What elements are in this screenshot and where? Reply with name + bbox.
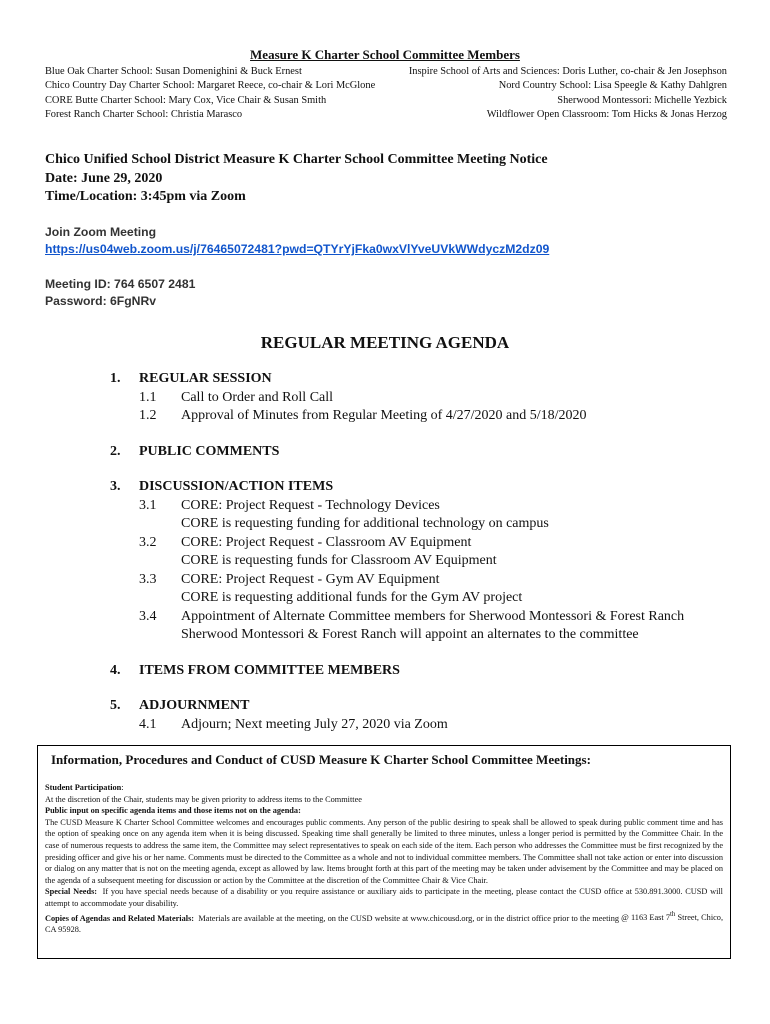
item-line: Appointment of Alternate Committee members for Sherwood Montessori & Forest Ranch: [181, 608, 685, 624]
members-row: [45, 79, 727, 93]
copies-text: Materials are available at the meeting, on the CUSD website at www.chicousd.org, or in the district office prior to the meeting: [198, 913, 619, 923]
special-needs-paragraph: [45, 886, 723, 909]
student-participation-paragraph: Student Participation:: [45, 783, 124, 792]
item-line: Sherwood Montessori & Forest Ranch will appoint an alternates to the committee: [181, 627, 639, 642]
item-line: CORE is requesting additional funds for the Gym AV project: [181, 590, 523, 605]
agenda-section: [110, 662, 730, 681]
item-line: CORE is requesting funds for Classroom AV Equipment: [181, 553, 497, 568]
section-title: ITEMS FROM COMMITTEE MEMBERS: [139, 662, 400, 678]
student-participation-label: Student Participation: [45, 783, 122, 792]
item-number: 1.1: [139, 389, 157, 405]
procedures-title: Information, Procedures and Conduct of CUSD Measure K Charter School Committee Meetings:: [51, 752, 591, 767]
item-text: [181, 497, 730, 534]
section-title: DISCUSSION/ACTION ITEMS: [139, 479, 334, 494]
copies-paragraph: [45, 910, 723, 936]
members-row: [45, 108, 727, 122]
item-line: CORE: Project Request - Gym AV Equipment: [181, 571, 440, 587]
address-text: @ 1163 East 7: [621, 913, 671, 923]
section-number: 5.: [110, 698, 121, 713]
agenda-section: [110, 697, 730, 734]
item-number: 4.1: [139, 716, 157, 732]
member-school-right: Inspire School of Arts and Sciences: Doris Luther, co-chair & Jen Josephson: [408, 66, 727, 77]
public-input-text: The CUSD Measure K Charter School Committee welcomes and encourages public comments. Any person of the public desiring to speak shall be allowed to speak during public comment time and has the option of speaking once on any agenda item when it is being discussed. Speaking time shall generally be limited to three minutes, unless a longer period is permitted by the Committee Chair. In the case of numerous requests to address the same item, the Committee may select representatives to speak on each side of the item. Each person who addresses the Committee must be first recognized by the presiding officer and give his or her name. Comments must be directed to the Committee as a whole and not to individual committee members. The Committee shall not take action or enter into discussion or dialog on any matter that is not on the meeting agenda, except as allowed by law. Items brought forth at this part of the meeting may be taken under advisement by the Committee and may be placed on the agenda of a subsequent meeting for discussion or action by the Committee at the discretion of the Committee Chair & Vice Chair.: [45, 817, 723, 885]
item-line: CORE is requesting funding for additional technology on campus: [181, 516, 549, 531]
item-line: Approval of Minutes from Regular Meeting of 4/27/2020 and 5/18/2020: [181, 408, 587, 423]
zoom-info: [45, 224, 549, 310]
item-line: CORE: Project Request - Technology Devices: [181, 497, 440, 513]
notice-heading: Chico Unified School District Measure K Charter School Committee Meeting Notice: [45, 152, 548, 167]
special-needs-text: If you have special needs because of a disability or you require assistance or auxiliary aids to participate in the meeting, please contact the CUSD office at 530.891.3000. CUSD will attempt to accommodate your disability.: [45, 887, 723, 908]
item-text: [181, 716, 730, 735]
section-title: REGULAR SESSION: [139, 371, 272, 386]
item-number: 3.4: [139, 608, 157, 624]
member-school-right: Nord Country School: Lisa Speegle & Kathy Dahlgren: [498, 80, 727, 92]
agenda-item: [110, 497, 730, 534]
agenda-item: [110, 571, 730, 608]
agenda-item: [110, 716, 730, 735]
agenda-item: [110, 389, 730, 408]
member-school-left: Blue Oak Charter School: Susan Domenighini & Buck Ernest: [45, 66, 302, 77]
agenda-section: [110, 370, 730, 426]
zoom-password: Password: 6FgNRv: [45, 294, 157, 308]
section-heading: [110, 443, 730, 462]
student-participation-text: At the discretion of the Chair, students may be given priority to address items to the Committee: [45, 794, 362, 804]
address-text-end: Street, Chico, CA 95928.: [45, 913, 724, 934]
member-school-right: Sherwood Montessori: Michelle Yezbick: [557, 94, 727, 106]
member-school-left: Forest Ranch Charter School: Christia Marasco: [45, 109, 243, 121]
member-school-right: Wildflower Open Classroom: Tom Hicks & Jonas Herzog: [486, 109, 727, 121]
agenda-item: [110, 534, 730, 571]
item-number: 3.3: [139, 571, 157, 587]
agenda-title: REGULAR MEETING AGENDA: [260, 333, 510, 352]
section-heading: [110, 478, 730, 497]
item-line: Adjourn; Next meeting July 27, 2020 via Zoom: [181, 716, 448, 732]
section-number: 1.: [110, 371, 121, 386]
notice-time-location: Time/Location: 3:45pm via Zoom: [45, 189, 246, 204]
agenda-item: [110, 608, 730, 645]
section-heading: [110, 662, 730, 681]
meeting-notice: [45, 151, 548, 207]
item-text: [181, 534, 730, 571]
agenda-list: [110, 370, 730, 751]
section-heading: [110, 370, 730, 389]
section-title: PUBLIC COMMENTS: [139, 443, 280, 459]
item-line: CORE: Project Request - Classroom AV Equipment: [181, 534, 472, 550]
item-text: [181, 608, 730, 645]
item-line: Call to Order and Roll Call: [181, 389, 334, 405]
item-number: 1.2: [139, 408, 157, 423]
section-number: 3.: [110, 479, 121, 494]
members-row: [45, 65, 727, 79]
special-needs-label: Special Needs:: [45, 887, 98, 897]
zoom-join-label: Join Zoom Meeting: [45, 225, 157, 239]
procedures-body: [45, 782, 723, 935]
member-school-left: CORE Butte Charter School: Mary Cox, Vice Chair & Susan Smith: [45, 94, 327, 106]
notice-date: Date: June 29, 2020: [45, 170, 163, 186]
spacer: [45, 258, 549, 276]
item-number: 3.1: [139, 497, 157, 513]
section-title: ADJOURNMENT: [139, 698, 250, 713]
agenda-section: [110, 478, 730, 645]
agenda-item: [110, 407, 730, 426]
section-heading: [110, 697, 730, 716]
zoom-meeting-id: Meeting ID: 764 6507 2481: [45, 277, 196, 291]
item-number: 3.2: [139, 534, 157, 550]
item-text: [181, 389, 730, 408]
committee-members-list: [45, 65, 727, 123]
address-superscript: th: [670, 911, 676, 919]
member-school-left: Chico Country Day Charter School: Margaret Reece, co-chair & Lori McGlone: [45, 80, 376, 92]
public-input-label: Public input on specific agenda items and those items not on the agenda:: [45, 806, 301, 816]
item-text: [181, 407, 730, 426]
public-input-label-line: [45, 805, 723, 817]
item-text: [181, 571, 730, 608]
committee-members-title: Measure K Charter School Committee Members: [250, 47, 520, 62]
zoom-meeting-link[interactable]: https://us04web.zoom.us/j/76465072481?pwd=QTYrYjFka0wxVlYveUVkWWdyczM2dz09: [45, 242, 550, 256]
copies-label: Copies of Agendas and Related Materials:: [45, 913, 195, 923]
agenda-section: [110, 443, 730, 462]
members-row: [45, 94, 727, 108]
meeting-procedures-box: [37, 745, 731, 959]
section-number: 4.: [110, 662, 121, 678]
section-number: 2.: [110, 443, 121, 459]
